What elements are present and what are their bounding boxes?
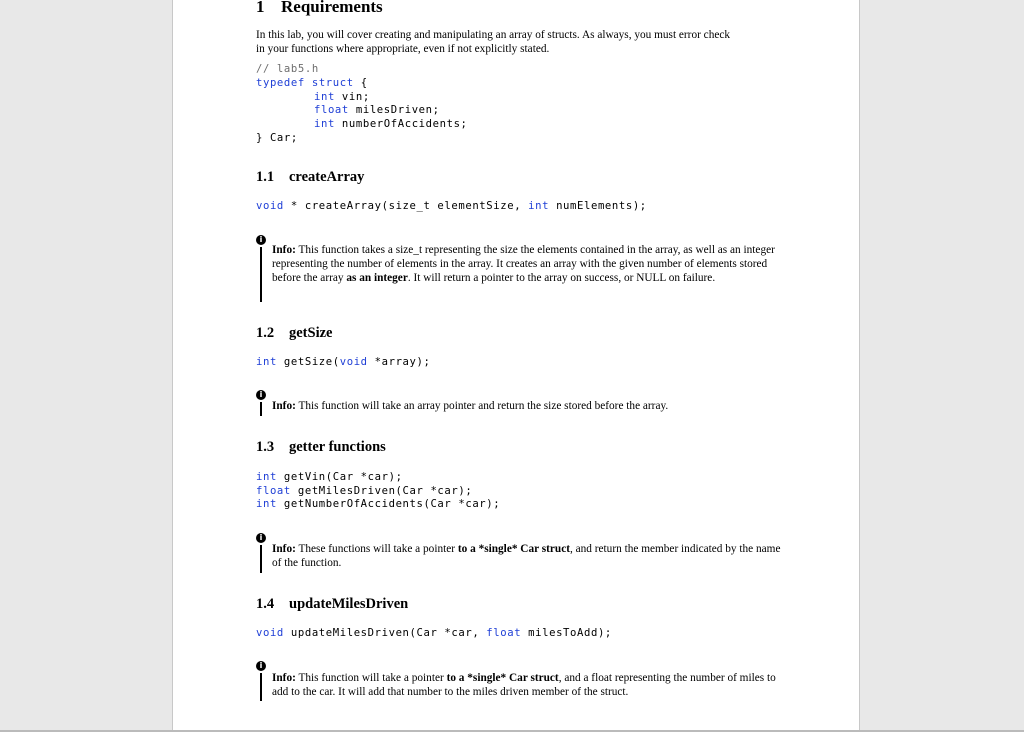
intro-line-2: in your functions where appropriate, even if not explicitly stated. bbox=[256, 43, 550, 55]
subsection-1-3-number: 1.3 bbox=[256, 439, 275, 455]
signature-end: milesToAdd); bbox=[521, 627, 612, 639]
param-type: int bbox=[528, 200, 550, 212]
subsection-1-1-title: createArray bbox=[289, 169, 365, 185]
field-name: milesDriven; bbox=[348, 104, 440, 116]
info-text: , and a float representing the number of miles to add to the car. It will add that number to the miles driven member of the struct. bbox=[272, 672, 776, 698]
subsection-1-2-number: 1.2 bbox=[256, 325, 275, 341]
code-field-vin bbox=[314, 91, 370, 103]
code-field-accidents bbox=[314, 118, 468, 130]
field-name: vin; bbox=[334, 91, 370, 103]
info-text: , and return the member indicated by the name of the function. bbox=[272, 543, 781, 569]
subsection-1-2-title: getSize bbox=[289, 325, 333, 341]
field-name: numberOfAccidents; bbox=[334, 118, 468, 130]
struct-keyword: struct bbox=[311, 77, 354, 89]
signature-end: *array); bbox=[367, 356, 431, 368]
param-type: float bbox=[486, 627, 522, 639]
info-bar bbox=[260, 402, 262, 416]
info-icon: i bbox=[256, 533, 266, 543]
signature-rest: getNumberOfAccidents(Car *car); bbox=[276, 498, 501, 510]
info-text: This function takes a size_t representing the size the elements contained in the array, as well as an integer representing the number of elements in the array. It creates an array with the given number of elements stored before the array bbox=[272, 244, 775, 284]
subsection-1-1-number: 1.1 bbox=[256, 169, 275, 185]
return-type: int bbox=[256, 498, 277, 510]
info-emphasis: to a *single* Car struct bbox=[457, 543, 570, 555]
info-box-getters bbox=[272, 542, 782, 570]
field-type: int bbox=[314, 91, 335, 103]
getter-signature-miles bbox=[256, 485, 472, 497]
info-text: This function will take an array pointer and return the size stored before the array. bbox=[295, 400, 669, 412]
signature-mid: * createArray(size_t elementSize, bbox=[283, 200, 529, 212]
return-type: float bbox=[256, 485, 291, 497]
update-miles-signature bbox=[256, 627, 612, 639]
info-text: These functions will take a pointer bbox=[295, 543, 458, 555]
info-label: Info: bbox=[272, 244, 296, 256]
document-page bbox=[172, 0, 860, 732]
getter-signature-vin bbox=[256, 471, 403, 483]
get-size-signature bbox=[256, 356, 430, 368]
return-type: int bbox=[256, 471, 277, 483]
info-bar bbox=[260, 545, 262, 573]
signature-end: numElements); bbox=[549, 200, 647, 212]
info-label: Info: bbox=[272, 543, 296, 555]
signature-mid: updateMilesDriven(Car *car, bbox=[283, 627, 487, 639]
subsection-1-4-number: 1.4 bbox=[256, 596, 275, 612]
open-brace: { bbox=[353, 77, 368, 89]
field-type: float bbox=[314, 104, 349, 116]
info-icon: i bbox=[256, 661, 266, 671]
subsection-1-4-title: updateMilesDriven bbox=[289, 596, 409, 612]
code-close-line: } Car; bbox=[256, 132, 298, 144]
return-type: int bbox=[256, 356, 277, 368]
code-field-miles bbox=[314, 104, 440, 116]
info-emphasis: as an integer bbox=[346, 272, 408, 284]
code-comment: // lab5.h bbox=[256, 63, 319, 75]
signature-rest: getVin(Car *car); bbox=[276, 471, 403, 483]
info-bar bbox=[260, 247, 262, 302]
signature-mid: getSize( bbox=[276, 356, 340, 368]
info-icon: i bbox=[256, 235, 266, 245]
info-text: This function will take a pointer bbox=[295, 672, 447, 684]
info-label: Info: bbox=[272, 672, 296, 684]
section-title: Requirements bbox=[281, 0, 383, 16]
getter-signature-accidents bbox=[256, 498, 500, 510]
create-array-signature bbox=[256, 200, 647, 212]
field-type: int bbox=[314, 118, 335, 130]
info-bar bbox=[260, 673, 262, 701]
intro-line-1: In this lab, you will cover creating and manipulating an array of structs. As always, you must error check bbox=[256, 29, 731, 41]
info-icon: i bbox=[256, 390, 266, 400]
section-number: 1 bbox=[256, 0, 265, 16]
return-type: void bbox=[256, 627, 284, 639]
info-text: . It will return a pointer to the array on success, or NULL on failure. bbox=[407, 272, 716, 284]
code-typedef-line bbox=[256, 77, 368, 89]
param-type: void bbox=[339, 356, 368, 368]
info-box-update-miles bbox=[272, 671, 782, 699]
info-emphasis: to a *single* Car struct bbox=[446, 672, 559, 684]
typedef-keyword: typedef bbox=[256, 77, 305, 89]
subsection-1-3-title: getter functions bbox=[289, 439, 386, 455]
return-type: void bbox=[256, 200, 284, 212]
info-label: Info: bbox=[272, 400, 296, 412]
info-box-get-size bbox=[272, 399, 782, 413]
info-box-create-array bbox=[272, 243, 782, 285]
signature-rest: getMilesDriven(Car *car); bbox=[290, 485, 473, 497]
